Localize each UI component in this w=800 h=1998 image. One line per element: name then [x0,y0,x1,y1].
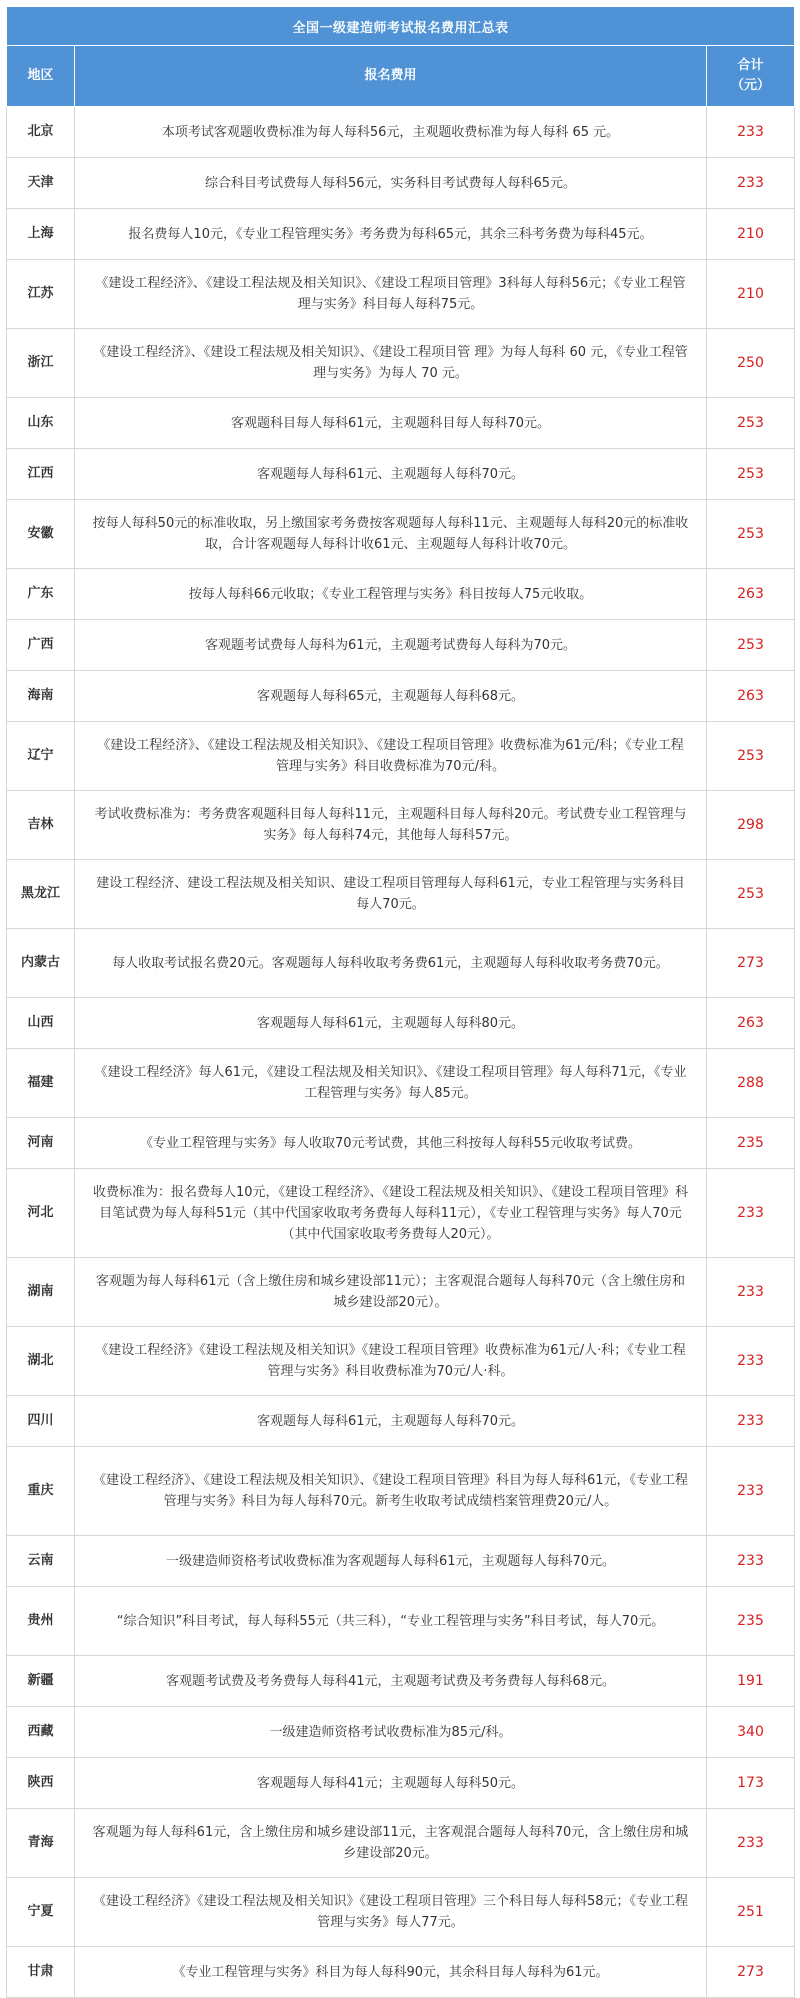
fee-cell: 客观题为每人每科61元（含上缴住房和城乡建设部11元）；主客观混合题每人每科70元（含上缴住房和城乡建设部20元）。 [75,1258,707,1327]
total-cell: 235 [707,1587,795,1656]
total-cell: 233 [707,1258,795,1327]
table-row [7,158,795,209]
fee-cell: 每人收取考试报名费20元。客观题每人每科收取考务费61元，主观题每人每科收取考务费70元。 [75,929,707,998]
region-cell: 江西 [7,449,75,500]
region-cell: 内蒙古 [7,929,75,998]
fee-cell: 报名费每人10元，《专业工程管理实务》考务费为每科65元，其余三科考务费为每科45元。 [75,209,707,260]
total-cell: 253 [707,398,795,449]
table-row [7,1327,795,1396]
table-row [7,1447,795,1536]
fee-summary-table-container [6,6,794,1998]
total-cell: 233 [707,1447,795,1536]
region-cell: 天津 [7,158,75,209]
table-row [7,449,795,500]
total-cell: 233 [707,1809,795,1878]
table-row [7,1878,795,1947]
table-row [7,1258,795,1327]
fee-cell: 《建设工程经济》每人61元，《建设工程法规及相关知识》、《建设工程项目管理》每人每科71元，《专业工程管理与实务》每人85元。 [75,1049,707,1118]
header-region: 地区 [7,46,75,107]
total-cell: 250 [707,329,795,398]
table-row [7,1587,795,1656]
fee-cell: 建设工程经济、建设工程法规及相关知识、建设工程项目管理每人每科61元，专业工程管理与实务科目每人70元。 [75,860,707,929]
table-row [7,1707,795,1758]
fee-cell: 《建设工程经济》《建设工程法规及相关知识》《建设工程项目管理》收费标准为61元/人·科；《专业工程管理与实务》科目收费标准为70元/人·科。 [75,1327,707,1396]
fee-cell: 综合科目考试费每人每科56元，实务科目考试费每人每科65元。 [75,158,707,209]
total-cell: 253 [707,722,795,791]
fee-cell: 一级建造师资格考试收费标准为客观题每人每科61元，主观题每人每科70元。 [75,1536,707,1587]
total-cell: 251 [707,1878,795,1947]
table-body [7,107,795,1998]
table-row [7,620,795,671]
table-row [7,929,795,998]
region-cell: 浙江 [7,329,75,398]
fee-summary-table [6,6,795,1998]
fee-cell: 客观题考试费每人每科为61元，主观题考试费每人每科为70元。 [75,620,707,671]
table-row [7,1118,795,1169]
table-row [7,1947,795,1998]
total-cell: 340 [707,1707,795,1758]
table-row [7,500,795,569]
region-cell: 陕西 [7,1758,75,1809]
region-cell: 北京 [7,107,75,158]
total-cell: 233 [707,107,795,158]
table-title: 全国一级建造师考试报名费用汇总表 [7,7,795,46]
region-cell: 甘肃 [7,1947,75,1998]
total-cell: 210 [707,209,795,260]
region-cell: 河南 [7,1118,75,1169]
table-row [7,1656,795,1707]
total-cell: 263 [707,998,795,1049]
total-cell: 298 [707,791,795,860]
table-row [7,209,795,260]
fee-cell: 本项考试客观题收费标准为每人每科56元，主观题收费标准为每人每科 65 元。 [75,107,707,158]
region-cell: 山西 [7,998,75,1049]
region-cell: 贵州 [7,1587,75,1656]
table-row [7,791,795,860]
region-cell: 海南 [7,671,75,722]
header-fee: 报名费用 [75,46,707,107]
table-row [7,1396,795,1447]
total-cell: 253 [707,449,795,500]
region-cell: 辽宁 [7,722,75,791]
fee-cell: 客观题每人每科61元，主观题每人每科80元。 [75,998,707,1049]
header-total [707,46,795,107]
fee-cell: 《建设工程经济》、《建设工程法规及相关知识》、《建设工程项目管理》收费标准为61元/科；《专业工程管理与实务》科目收费标准为70元/科。 [75,722,707,791]
table-row [7,329,795,398]
fee-cell: 《建设工程经济》、《建设工程法规及相关知识》、《建设工程项目管理》科目为每人每科61元，《专业工程管理与实务》科目为每人每科70元。新考生收取考试成绩档案管理费20元/人。 [75,1447,707,1536]
total-cell: 233 [707,1396,795,1447]
fee-cell: 客观题考试费及考务费每人每科41元，主观题考试费及考务费每人每科68元。 [75,1656,707,1707]
region-cell: 上海 [7,209,75,260]
table-row [7,1536,795,1587]
table-row [7,860,795,929]
total-cell: 263 [707,671,795,722]
total-cell: 210 [707,260,795,329]
total-cell: 273 [707,929,795,998]
fee-cell: 客观题每人每科61元，主观题每人每科70元。 [75,1396,707,1447]
table-row [7,671,795,722]
fee-cell: 客观题每人每科65元，主观题每人每科68元。 [75,671,707,722]
region-cell: 广东 [7,569,75,620]
region-cell: 广西 [7,620,75,671]
region-cell: 重庆 [7,1447,75,1536]
table-row [7,1169,795,1258]
region-cell: 吉林 [7,791,75,860]
table-row [7,398,795,449]
total-cell: 191 [707,1656,795,1707]
region-cell: 宁夏 [7,1878,75,1947]
fee-cell: 一级建造师资格考试收费标准为85元/科。 [75,1707,707,1758]
region-cell: 青海 [7,1809,75,1878]
table-row [7,1809,795,1878]
region-cell: 四川 [7,1396,75,1447]
header-total-label: 合计 [737,58,764,73]
table-row [7,569,795,620]
table-row [7,722,795,791]
table-row [7,107,795,158]
fee-cell: 客观题为每人每科61元，含上缴住房和城乡建设部11元，主客观混合题每人每科70元，含上缴住房和城乡建设部20元。 [75,1809,707,1878]
region-cell: 湖北 [7,1327,75,1396]
fee-cell: 按每人每科66元收取；《专业工程管理与实务》科目按每人75元收取。 [75,569,707,620]
fee-cell: 《建设工程经济》、《建设工程法规及相关知识》、《建设工程项目管 理》为每人每科 60 元，《专业工程管理与实务》为每人 70 元。 [75,329,707,398]
table-row [7,998,795,1049]
region-cell: 黑龙江 [7,860,75,929]
total-cell: 233 [707,1536,795,1587]
total-cell: 233 [707,1327,795,1396]
region-cell: 西藏 [7,1707,75,1758]
region-cell: 山东 [7,398,75,449]
fee-cell: 收费标准为：报名费每人10元，《建设工程经济》、《建设工程法规及相关知识》、《建设工程项目管理》科目笔试费为每人每科51元（其中代国家收取考务费每人每科11元），《专业工程管理与实务》每人70元（其中代国家收取考务费每人20元）。 [75,1169,707,1258]
total-cell: 235 [707,1118,795,1169]
header-total-unit: （元） [731,78,771,93]
fee-cell: 《专业工程管理与实务》每人收取70元考试费，其他三科按每人每科55元收取考试费。 [75,1118,707,1169]
fee-cell: “综合知识”科目考试，每人每科55元（共三科），“专业工程管理与实务”科目考试，每人70元。 [75,1587,707,1656]
table-row [7,1049,795,1118]
total-cell: 288 [707,1049,795,1118]
region-cell: 新疆 [7,1656,75,1707]
fee-cell: 考试收费标准为：考务费客观题科目每人每科11元，主观题科目每人每科20元。考试费专业工程管理与实务》每人每科74元，其他每人每科57元。 [75,791,707,860]
fee-cell: 《建设工程经济》、《建设工程法规及相关知识》、《建设工程项目管理》3科每人每科56元；《专业工程管理与实务》科目每人每科75元。 [75,260,707,329]
total-cell: 253 [707,860,795,929]
total-cell: 253 [707,500,795,569]
fee-cell: 客观题科目每人每科61元，主观题科目每人每科70元。 [75,398,707,449]
region-cell: 湖南 [7,1258,75,1327]
total-cell: 233 [707,1169,795,1258]
region-cell: 安徽 [7,500,75,569]
fee-cell: 《专业工程管理与实务》科目为每人每科90元，其余科目每人每科为61元。 [75,1947,707,1998]
total-cell: 263 [707,569,795,620]
total-cell: 273 [707,1947,795,1998]
table-row [7,1758,795,1809]
fee-cell: 客观题每人每科61元、主观题每人每科70元。 [75,449,707,500]
fee-cell: 客观题每人每科41元；主观题每人每科50元。 [75,1758,707,1809]
region-cell: 云南 [7,1536,75,1587]
region-cell: 江苏 [7,260,75,329]
region-cell: 福建 [7,1049,75,1118]
region-cell: 河北 [7,1169,75,1258]
fee-cell: 按每人每科50元的标准收取，另上缴国家考务费按客观题每人每科11元、主观题每人每科20元的标准收取，合计客观题每人每科计收61元、主观题每人每科计收70元。 [75,500,707,569]
table-row [7,260,795,329]
total-cell: 233 [707,158,795,209]
total-cell: 173 [707,1758,795,1809]
total-cell: 253 [707,620,795,671]
fee-cell: 《建设工程经济》《建设工程法规及相关知识》《建设工程项目管理》三个科目每人每科58元；《专业工程管理与实务》每人77元。 [75,1878,707,1947]
